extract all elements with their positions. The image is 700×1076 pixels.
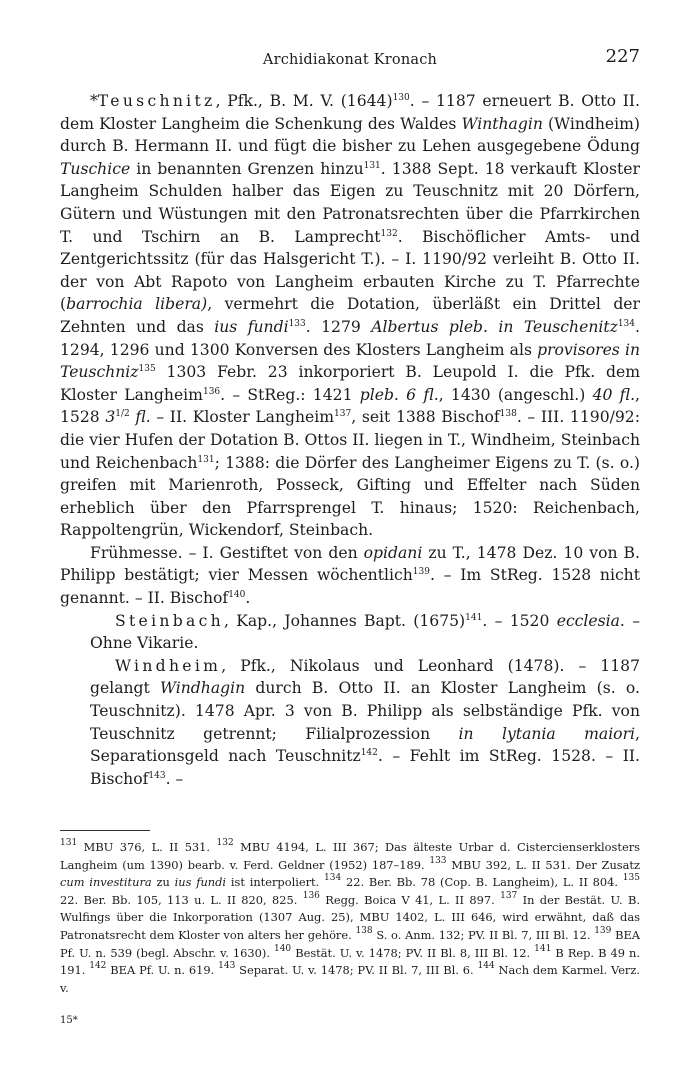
footnote-ref: 133 — [288, 318, 306, 329]
text-run: MBU 4194, L. III 367; Das älteste Urbar d. Cistercienserklosters Langheim (um 1390) bearb. v. Ferd. Geldner (1952) 187–189. — [60, 840, 640, 872]
italic-text: ius fundi — [214, 317, 289, 336]
footnote-ref: 132 — [380, 228, 398, 239]
footnote-ref: 138 — [499, 409, 517, 420]
text-run: . 1294, 1296 und 1300 Konversen des Klosters Langheim als — [60, 317, 640, 359]
italic-text: Tuschice — [60, 159, 131, 178]
italic-text: opidani — [363, 543, 423, 562]
text-run: , Pfk., B. M. V. (1644) — [215, 92, 393, 110]
italic-text: fl. — [129, 408, 151, 427]
text-run: . – StReg.: 1421 — [220, 385, 360, 404]
italic-text: ecclesia — [556, 611, 620, 630]
footnote-ref: 141 — [465, 612, 483, 623]
text-run: , 1430 (angeschl.) — [438, 385, 593, 404]
footnote-rule — [60, 830, 150, 831]
text-run: 22. Ber. Bb. 78 (Cop. B. Langheim), L. II 804. — [341, 875, 623, 890]
footnote-number: 135 — [622, 873, 640, 884]
italic-text: 3 — [105, 408, 116, 427]
page-header — [60, 46, 640, 76]
text-run: Regg. Boica V 41, L. II 897. — [319, 892, 501, 907]
text-run: , Pfk., Nikolaus und Leonhard (1478). – 1187 gelangt — [90, 656, 640, 698]
text-run: . – Im StReg. 1528 nicht genannt. – II. Bischof — [60, 566, 640, 608]
footnote-ref: 140 — [228, 590, 246, 601]
text-run: (Windheim) durch B. Hermann II. und fügt die bisher zu Lehen ausgegebene Ödung — [60, 114, 640, 156]
text-run: ; 1388: die Dörfer des Langheimer Eigens zu T. (s. o.) greifen mit Marienroth, Posseck, Gifting und Effelter nach Süden erheblich über den Pfarrsprengel T. hinaus; 1520: Reichenbach, Rappoltengrün, Wickendorf, Steinbach. — [60, 453, 640, 540]
page-number: 227 — [605, 46, 640, 67]
footnote-ref: 131 — [363, 160, 381, 171]
footnote-ref: 130 — [392, 93, 410, 103]
footnote-number: 131 — [60, 838, 78, 848]
body-text — [60, 90, 640, 790]
footnote-ref: 143 — [148, 770, 166, 781]
italic-text: Winthagin — [461, 114, 543, 133]
footnotes — [60, 830, 640, 997]
footnote-number: 136 — [302, 890, 320, 901]
footnote-ref: 139 — [412, 567, 430, 578]
footnote-ref: 136 — [202, 386, 221, 397]
text-run: . Bischöflicher Amts- und Zentgerichtssitz (für das Halsgericht T.). – I. 1190/92 verleiht B. Otto II. der von Abt Rapoto von Langheim erbauten Kirche zu T. Pfarrechte ( — [60, 227, 640, 314]
footnote-number: 141 — [534, 943, 552, 954]
footnote-number: 134 — [324, 873, 342, 884]
footnote-number: 139 — [594, 925, 612, 936]
entry-fruehmesse — [60, 542, 640, 610]
text-run: . – Fehlt im StReg. 1528. – II. Bischof — [90, 747, 640, 788]
italic-text: in lytania maiori — [458, 724, 636, 743]
text-run: Nach dem Karmel. Verz. v. — [60, 963, 640, 995]
footnote-number: 138 — [355, 925, 373, 936]
text-run: . – Ohne Vikarie. — [90, 611, 640, 653]
text-run: S. o. Anm. 132; PV. II Bl. 7, III Bl. 12. — [372, 927, 595, 942]
place-name: Windheim — [115, 656, 222, 675]
text-run: Frühmesse. – I. Gestiftet von den — [90, 543, 364, 562]
text-run: 1303 Febr. 23 inkorporiert B. Leupold I. die Pfk. dem Kloster Langheim — [60, 363, 640, 404]
text-run: Bestät. U. v. 1478; PV. II Bl. 8, III Bl. 12. — [291, 945, 535, 960]
text-run: , 1528 — [60, 385, 640, 427]
footnote-ref: 1/2 — [115, 409, 130, 420]
italic-text: provisores in Teuschniz — [60, 340, 640, 382]
footnote-ref: 131 — [197, 454, 215, 465]
text-run: In der Bestät. U. B. Wulfings über die Inkorporation (1307 Aug. 25), MBU 1402, L. III 646, wird erwähnt, daß das Patronatsrecht dem Kloster von alters her gehöre. — [60, 892, 640, 942]
footnote-number: 140 — [273, 943, 292, 954]
footnote-number: 142 — [89, 961, 107, 972]
text-run: MBU 392, L. II 531. Der Zusatz — [446, 857, 641, 872]
footnote-ref: 137 — [334, 409, 352, 420]
entry-teuschnitz — [60, 90, 640, 542]
text-run: . 1279 — [305, 317, 372, 336]
text-run: , Separationsgeld nach Teuschnitz — [90, 724, 640, 766]
text-run: . 1388 Sept. 18 verkauft Kloster Langheim Schulden halber das Eigen zu Teuschnitz mit 20 Dörfern, Gütern und Wüstungen mit den Patronatsrechten über die Pfarrkirchen T. und Tschirn an B. Lamprecht — [60, 159, 640, 246]
italic-text: pleb. 6 fl. — [359, 385, 439, 404]
text-run: . – III. 1190/92: die vier Hufen der Dotation B. Ottos II. liegen in T., Windheim, Steinbach und Reichenbach — [60, 408, 640, 472]
text-run: . – 1520 — [482, 611, 557, 630]
text-run: – II. Kloster Langheim — [150, 408, 335, 427]
text-run: , seit 1388 Bischof — [351, 408, 500, 427]
text-run: , Kap., Johannes Bapt. (1675) — [223, 611, 466, 630]
footnote-number: 133 — [429, 855, 447, 866]
text-run: . – 1187 erneuert B. Otto II. dem Kloster Langheim die Schenkung des Waldes — [60, 92, 640, 133]
place-name: Teuschnitz — [97, 92, 216, 110]
text-run: 22. Ber. Bb. 105, 113 u. L. II 820, 825. — [60, 892, 303, 907]
text-run: BEA Pf. U. n. 619. — [106, 963, 219, 978]
italic-text: ius fundi — [174, 875, 227, 890]
text-run: , vermehrt die Dotation, überläßt ein Drittel der Zehnten und das — [60, 295, 640, 336]
text-run: BEA Pf. U. n. 539 (begl. Abschr. v. 1630). — [60, 927, 640, 960]
text-run: durch B. Otto II. an Kloster Langheim (s. o. Teuschnitz). 1478 Apr. 3 von B. Philipp als selbständige Pfk. von Teuschnitz getrennt; Filialprozession — [90, 679, 640, 743]
running-head: Archidiakonat Kronach — [262, 52, 438, 68]
sheet-signature: 15* — [60, 1015, 78, 1026]
italic-text: Windhagin — [160, 679, 246, 698]
italic-text: Albertus pleb. in Teuschenitz — [371, 317, 618, 336]
text-run: . – — [165, 769, 184, 788]
italic-text: cum investitura — [60, 875, 152, 890]
footnote-number: 144 — [477, 961, 495, 972]
italic-text: 40 fl. — [592, 385, 636, 404]
text-run: B Rep. B 49 n. 191. — [60, 945, 640, 978]
italic-text: barrochia libera) — [66, 295, 208, 314]
text-run: zu — [151, 875, 175, 890]
text-run: MBU 376, L. II 531. — [77, 840, 217, 854]
footnote-number: 137 — [500, 890, 518, 901]
place-name: Steinbach — [115, 611, 224, 630]
text-run: * — [90, 92, 98, 110]
footnote-number: 132 — [216, 838, 234, 848]
text-run: . — [245, 589, 251, 608]
footnote-ref: 134 — [617, 318, 636, 329]
text-run: zu T., 1478 Dez. 10 von B. Philipp bestätigt; vier Messen wöchentlich — [60, 543, 640, 585]
footnote-ref: 142 — [360, 748, 378, 759]
footnote-number: 143 — [218, 961, 236, 972]
footnote-text — [60, 839, 640, 997]
text-run: in benannten Grenzen hinzu — [130, 159, 364, 178]
text-run: ist interpoliert. — [226, 875, 325, 890]
entry-windheim — [90, 655, 640, 791]
footnote-ref: 135 — [138, 364, 156, 375]
text-run: Separat. U. v. 1478; PV. II Bl. 7, III Bl. 6. — [235, 963, 478, 978]
entry-steinbach — [90, 610, 640, 655]
